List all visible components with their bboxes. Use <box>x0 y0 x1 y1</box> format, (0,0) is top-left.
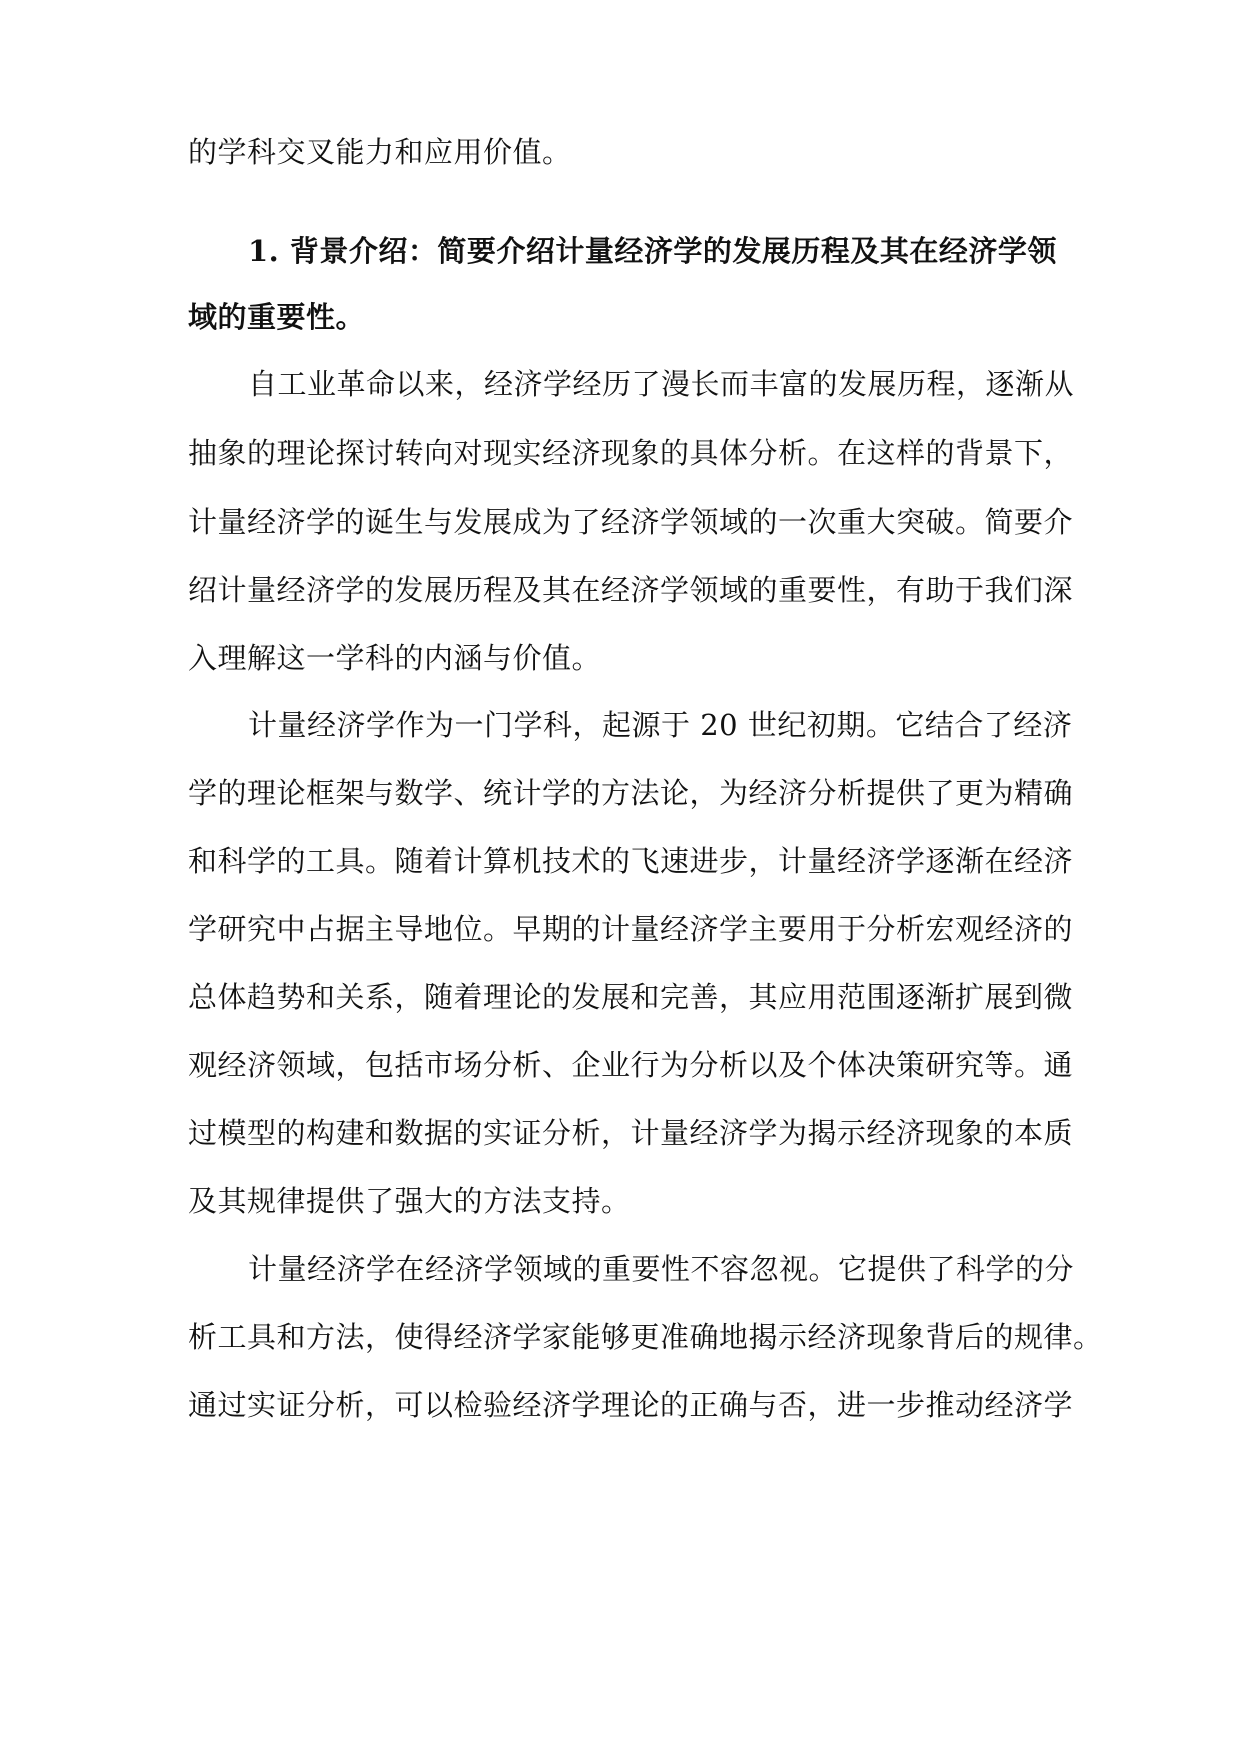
paragraph-2-line: 过模型的构建和数据的实证分析，计量经济学为揭示经济现象的本质 <box>188 1116 1074 1150</box>
continuation-line: 的学科交叉能力和应用价值。 <box>188 135 572 169</box>
section-heading-line-2: 域的重要性。 <box>188 300 366 334</box>
paragraph-1-line: 入理解这一学科的内涵与价值。 <box>188 641 602 675</box>
paragraph-2-line: 及其规律提供了强大的方法支持。 <box>188 1184 631 1218</box>
paragraph-2-line: 和科学的工具。随着计算机技术的飞速进步，计量经济学逐渐在经济 <box>188 844 1074 878</box>
paragraph-2-line: 总体趋势和关系，随着理论的发展和完善，其应用范围逐渐扩展到微 <box>188 980 1074 1014</box>
paragraph-3-line: 析工具和方法，使得经济学家能够更准确地揭示经济现象背后的规律。 <box>188 1320 1103 1354</box>
paragraph-2-line: 学研究中占据主导地位。早期的计量经济学主要用于分析宏观经济的 <box>188 912 1074 946</box>
paragraph-2-line: 计量经济学作为一门学科，起源于 20 世纪初期。它结合了经济 <box>248 708 1073 742</box>
paragraph-2-line: 学的理论框架与数学、统计学的方法论，为经济分析提供了更为精确 <box>188 776 1074 810</box>
paragraph-3-line: 计量经济学在经济学领域的重要性不容忽视。它提供了科学的分 <box>248 1252 1075 1286</box>
paragraph-1-line: 抽象的理论探讨转向对现实经济现象的具体分析。在这样的背景下， <box>188 436 1074 470</box>
paragraph-2-line: 观经济领域，包括市场分析、企业行为分析以及个体决策研究等。通 <box>188 1048 1074 1082</box>
section-heading-line-1: 1. 背景介绍：简要介绍计量经济学的发展历程及其在经济学领 <box>248 234 1057 268</box>
paragraph-3-line: 通过实证分析，可以检验经济学理论的正确与否，进一步推动经济学 <box>188 1388 1074 1422</box>
paragraph-1-line: 计量经济学的诞生与发展成为了经济学领域的一次重大突破。简要介 <box>188 505 1074 539</box>
paragraph-1-line: 自工业革命以来，经济学经历了漫长而丰富的发展历程，逐渐从 <box>248 367 1075 401</box>
paragraph-1-line: 绍计量经济学的发展历程及其在经济学领域的重要性，有助于我们深 <box>188 573 1074 607</box>
